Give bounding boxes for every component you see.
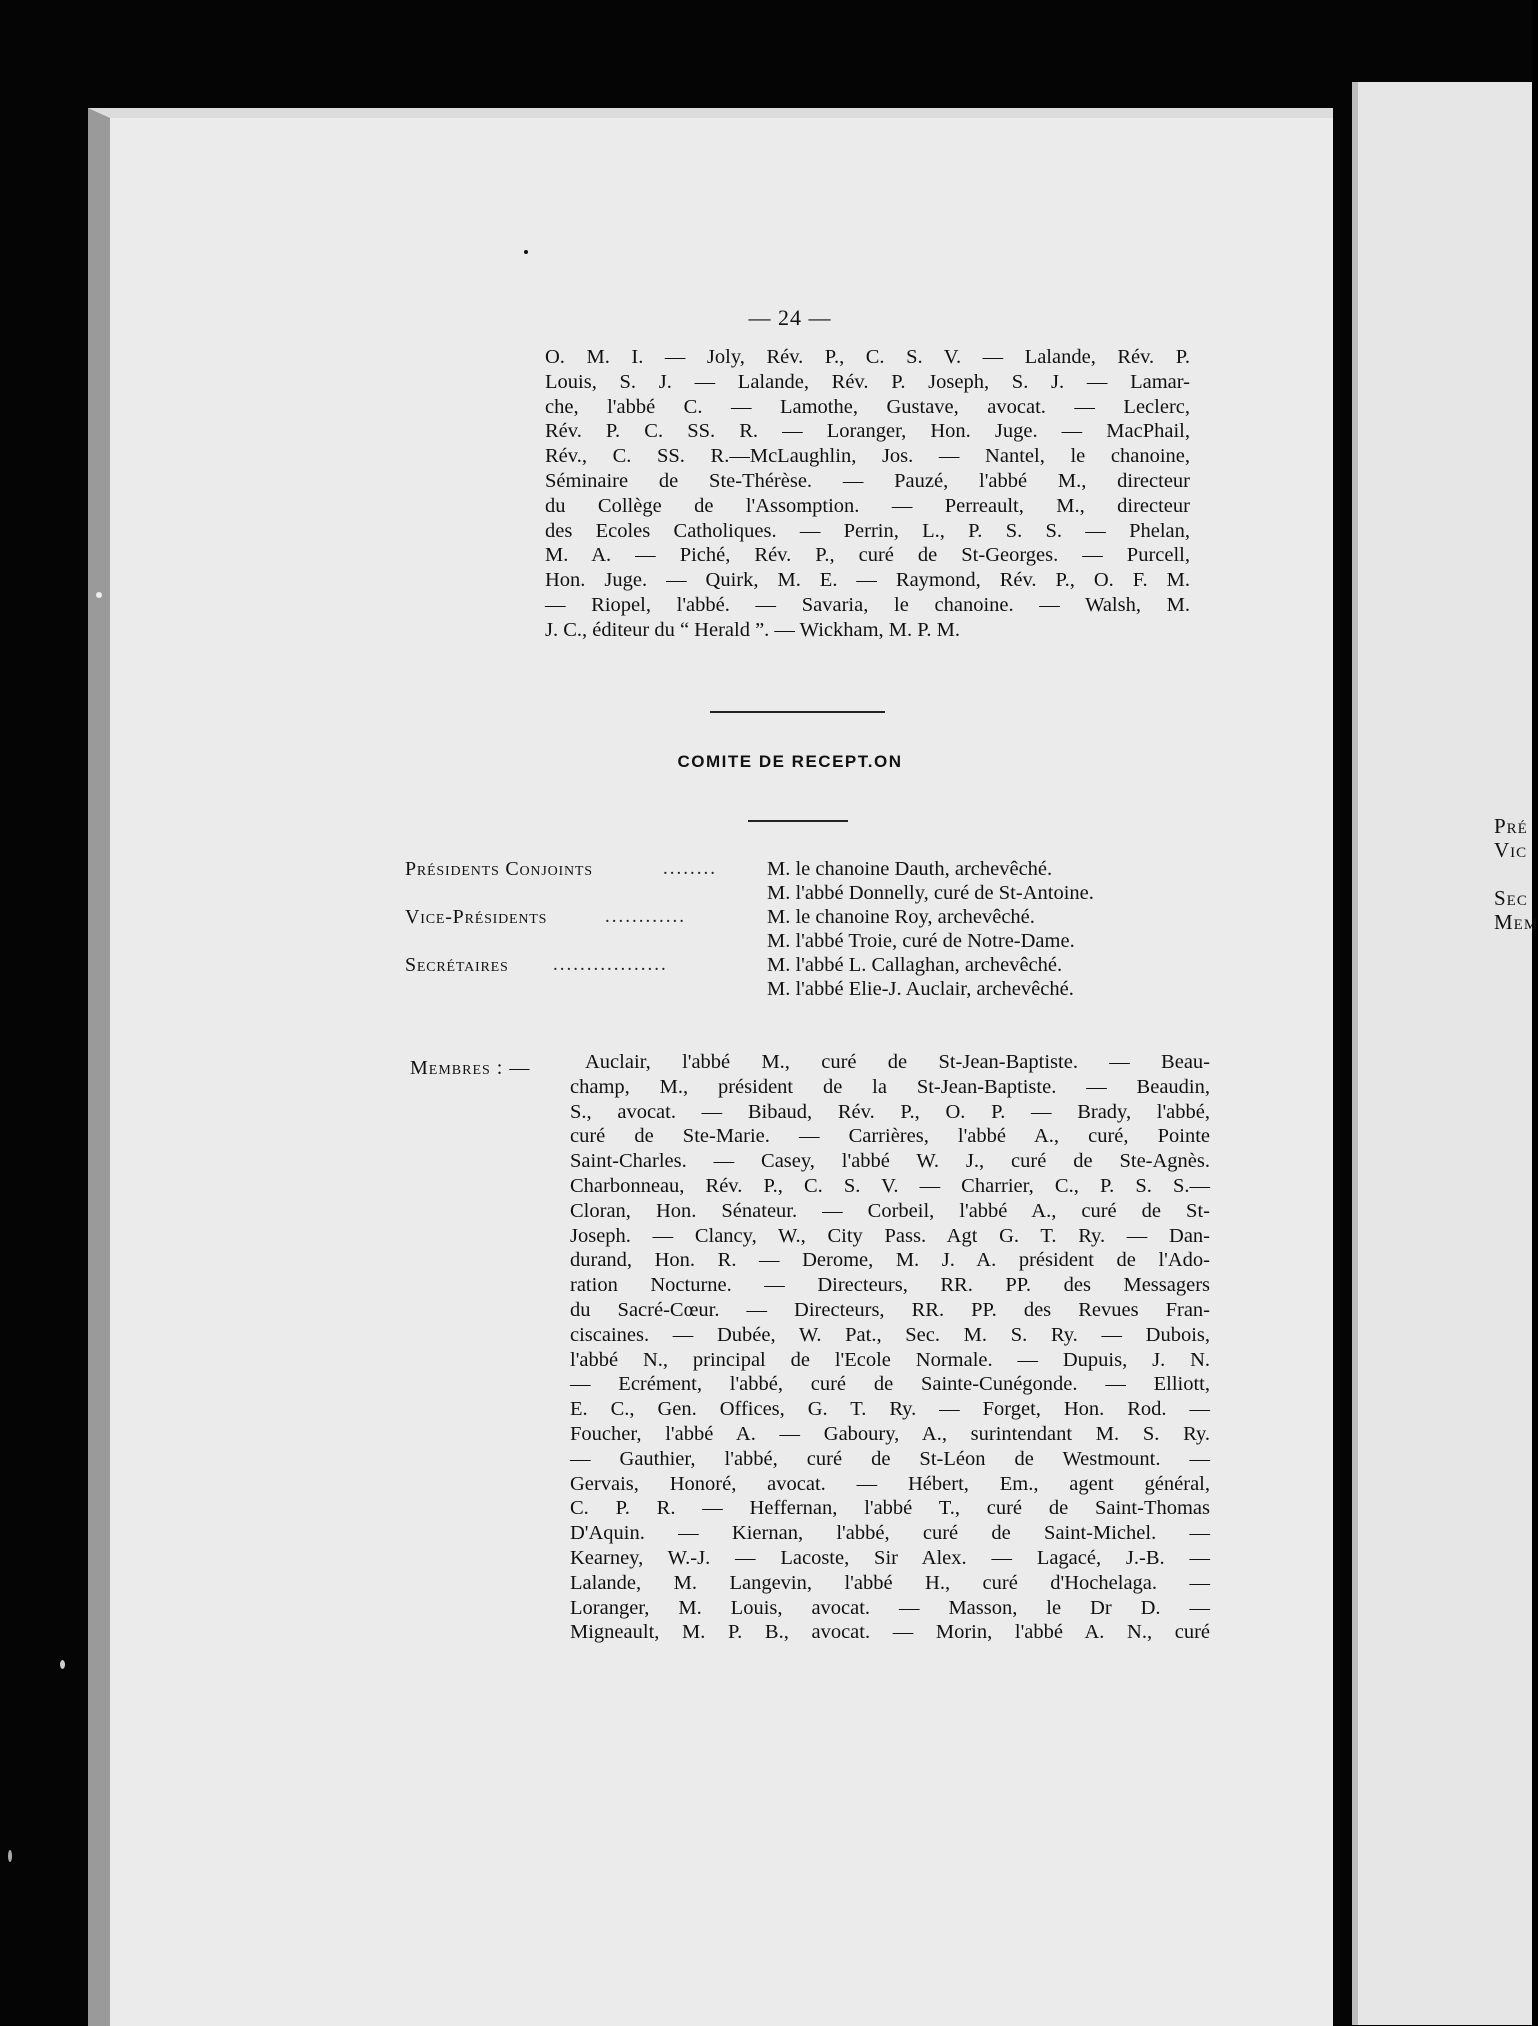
role-name: M. l'abbé Elie-J. Auclair, archevêché. — [767, 978, 1074, 1000]
text-line: Joseph. — Clancy, W., City Pass. Agt G. T. Ry. — Dan- — [570, 1224, 1210, 1247]
text-line: — Ecrément, l'abbé, curé de Sainte-Cunégonde. — Elliott, — [570, 1373, 1210, 1396]
role-label: Vice-Présidents — [405, 906, 548, 928]
text-line: du Sacré-Cœur. — Directeurs, RR. PP. des Revues Fran- — [570, 1298, 1210, 1321]
text-line: Louis, S. J. — Lalande, Rév. P. Joseph, S. J. — Lamar- — [545, 370, 1190, 393]
role-name: M. l'abbé L. Callaghan, archevêché. — [767, 954, 1063, 976]
role-row — [405, 906, 1215, 930]
role-name: M. le chanoine Roy, archevêché. — [767, 906, 1035, 928]
role-row — [405, 954, 1215, 978]
role-name: M. le chanoine Dauth, archevêché. — [767, 858, 1053, 880]
text-line: che, l'abbé C. — Lamothe, Gustave, avocat. — Leclerc, — [545, 395, 1190, 418]
right-page — [1352, 82, 1538, 2025]
text-line: Séminaire de Ste-Thérèse. — Pauzé, l'abbé M., directeur — [545, 469, 1190, 492]
text-line: Hon. Juge. — Quirk, M. E. — Raymond, Rév. P., O. F. M. — [545, 569, 1190, 592]
text-line: Kearney, W.-J. — Lacoste, Sir Alex. — Lagacé, J.-B. — — [570, 1546, 1210, 1569]
scan-speck — [524, 250, 528, 254]
text-line: ration Nocturne. — Directeurs, RR. PP. des Messagers — [570, 1274, 1210, 1297]
right-line: Vic — [1494, 838, 1528, 862]
role-row — [405, 882, 1215, 906]
text-line: Rév., C. SS. R.—McLaughlin, Jos. — Nantel, le chanoine, — [545, 445, 1190, 468]
leader-dots: ........ — [663, 858, 717, 879]
role-name: M. l'abbé Troie, curé de Notre-Dame. — [767, 930, 1075, 952]
role-label: Secrétaires — [405, 954, 509, 976]
text-line: E. C., Gen. Offices, G. T. Ry. — Forget, Hon. Rod. — — [570, 1398, 1210, 1421]
text-line: Lalande, M. Langevin, l'abbé H., curé d'Hochelaga. — — [570, 1571, 1210, 1594]
text-line: Saint-Charles. — Casey, l'abbé W. J., curé de Ste-Agnès. — [570, 1150, 1210, 1173]
right-line — [1494, 862, 1538, 886]
text-line: J. C., éditeur du “ Herald ”. — Wickham, M. P. M. — [545, 618, 960, 641]
divider-rule — [748, 820, 848, 822]
text-line: C. P. R. — Heffernan, l'abbé T., curé de Saint-Thomas — [570, 1497, 1210, 1520]
role-name: M. l'abbé Donnelly, curé de St-Antoine. — [767, 882, 1094, 904]
text-line: durand, Hon. R. — Derome, M. J. A. président de l'Ado- — [570, 1249, 1210, 1272]
text-line: Charbonneau, Rév. P., C. S. V. — Charrier, C., P. S. S.— — [570, 1174, 1210, 1197]
text-line: Foucher, l'abbé A. — Gaboury, A., surintendant M. S. Ry. — [570, 1422, 1210, 1445]
text-line: S., avocat. — Bibaud, Rév. P., O. P. — Brady, l'abbé, — [570, 1100, 1210, 1123]
leader-dots: ................. — [553, 954, 668, 975]
text-line: — Gauthier, l'abbé, curé de St-Léon de Westmount. — — [570, 1447, 1210, 1470]
role-row — [405, 858, 1215, 882]
text-line: Gervais, Honoré, avocat. — Hébert, Em., agent général, — [570, 1472, 1210, 1495]
scan-speck — [60, 1660, 65, 1669]
leader-dots: ............ — [605, 906, 686, 927]
text-line: O. M. I. — Joly, Rév. P., C. S. V. — Lalande, Rév. P. — [545, 346, 1190, 368]
text-line: champ, M., président de la St-Jean-Baptiste. — Beaudin, — [570, 1075, 1210, 1098]
text-line: Migneault, M. P. B., avocat. — Morin, l'abbé A. N., curé — [570, 1621, 1210, 1644]
text-line: ciscaines. — Dubée, W. Pat., Sec. M. S. Ry. — Dubois, — [570, 1323, 1210, 1346]
text-line: du Collège de l'Assomption. — Perreault, M., directeur — [545, 494, 1190, 517]
role-label: Présidents Conjoints — [405, 858, 593, 880]
text-line: — Riopel, l'abbé. — Savaria, le chanoine. — Walsh, M. — [545, 593, 1190, 616]
text-line: Loranger, M. Louis, avocat. — Masson, le Dr D. — — [570, 1596, 1210, 1619]
right-line: Sec — [1494, 886, 1528, 910]
membres-label: Membres : — — [410, 1057, 531, 1079]
text-line: l'abbé N., principal de l'Ecole Normale. — Dupuis, J. N. — [570, 1348, 1210, 1371]
text-line: curé de Ste-Marie. — Carrières, l'abbé A., curé, Pointe — [570, 1125, 1210, 1148]
right-line: Pré — [1494, 814, 1528, 838]
membres-paragraph — [570, 1050, 1210, 1645]
page-number: — 24 — — [748, 305, 832, 330]
text-line: des Ecoles Catholiques. — Perrin, L., P. S. S. — Phelan, — [545, 519, 1190, 542]
text-line: Cloran, Hon. Sénateur. — Corbeil, l'abbé A., curé de St- — [570, 1199, 1210, 1222]
divider-rule — [710, 711, 885, 713]
right-page-text — [1494, 814, 1538, 934]
text-line: M. A. — Piché, Rév. P., curé de St-Georges. — Purcell, — [545, 544, 1190, 567]
right-line: Mem — [1494, 910, 1538, 934]
committee-roles — [405, 858, 1215, 1002]
role-row — [405, 930, 1215, 954]
section-heading: COMITE DE RECEPT.ON — [677, 752, 903, 771]
role-row — [405, 978, 1215, 1002]
text-line: Auclair, l'abbé M., curé de St-Jean-Baptiste. — Beau- — [585, 1051, 1210, 1073]
text-line: D'Aquin. — Kiernan, l'abbé, curé de Saint-Michel. — — [570, 1522, 1210, 1545]
text-line: Rév. P. C. SS. R. — Loranger, Hon. Juge. — MacPhail, — [545, 420, 1190, 443]
scan-speck — [8, 1850, 12, 1862]
scan-speck — [96, 592, 102, 598]
intro-paragraph — [545, 345, 1190, 643]
